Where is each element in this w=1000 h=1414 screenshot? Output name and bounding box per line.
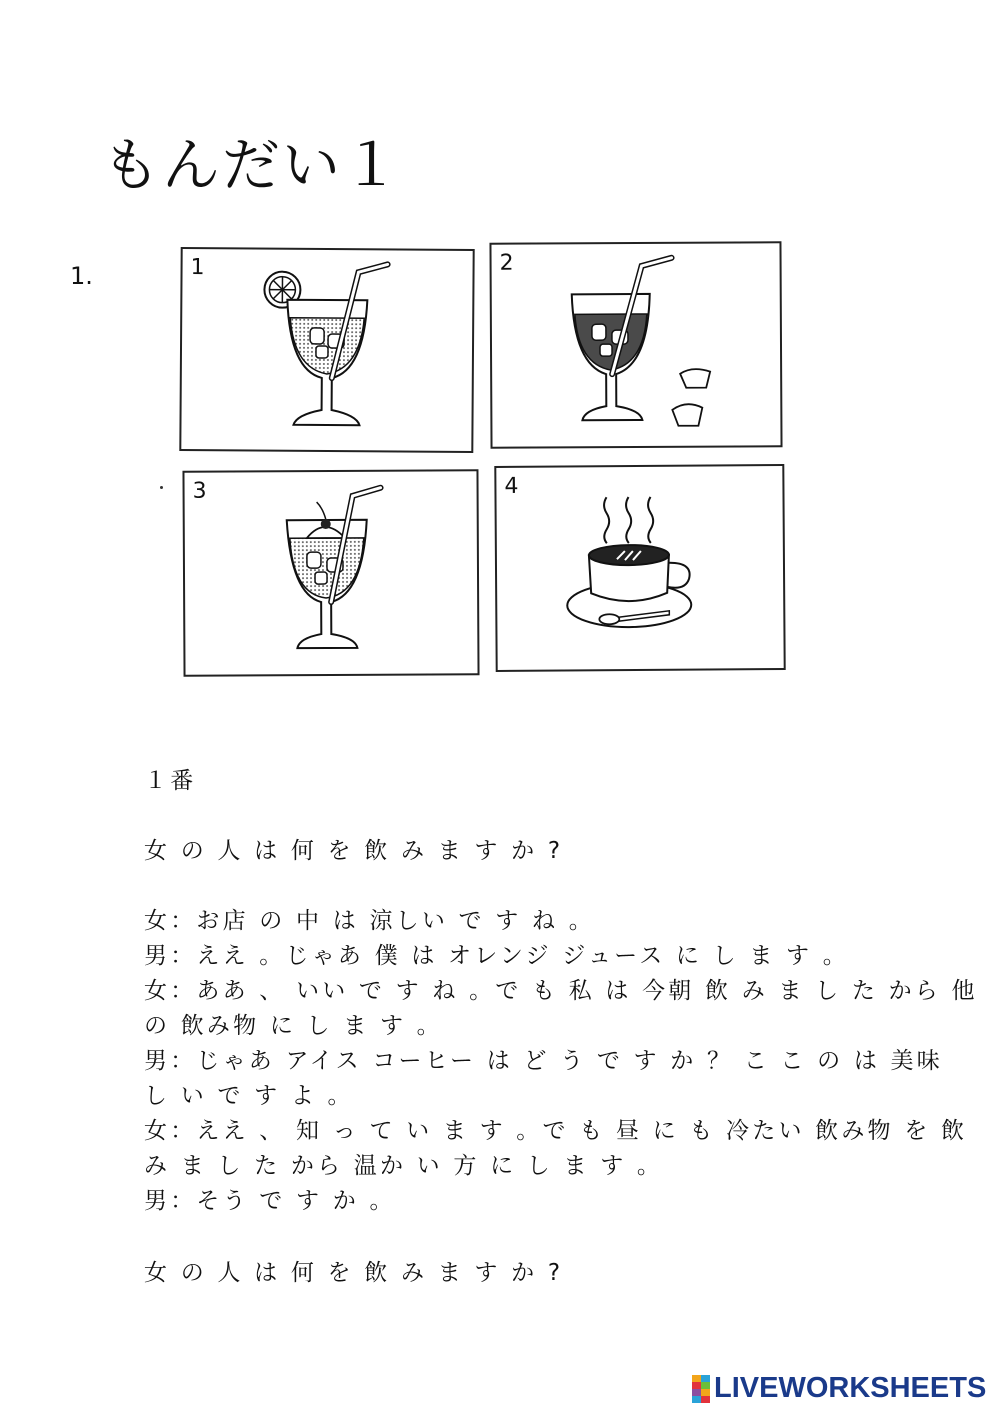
panel-number: 3 bbox=[192, 478, 207, 504]
panel-number: 2 bbox=[499, 250, 514, 276]
liveworksheets-logo[interactable] bbox=[692, 1372, 986, 1405]
question-number: 1. bbox=[70, 262, 93, 290]
hot-coffee-cup-icon bbox=[496, 466, 783, 670]
question-text: 女 の 人 は 何 を 飲 み ま す か ? bbox=[144, 838, 564, 864]
dialogue-line: 男：そう で す か 。 bbox=[144, 1188, 396, 1214]
scan-speck bbox=[160, 486, 163, 489]
dialogue-line: の 飲み物 に し ま す 。 bbox=[144, 1013, 443, 1039]
dialogue-line: し い で す よ 。 bbox=[144, 1083, 354, 1109]
dialogue-line: 女：お店 の 中 は 涼しい で す ね 。 bbox=[144, 908, 595, 934]
panel-number: 1 bbox=[190, 255, 205, 281]
answer-option-1[interactable] bbox=[179, 247, 474, 453]
page-title: もんだい１ bbox=[102, 131, 403, 199]
iced-orange-drink-icon bbox=[181, 249, 472, 451]
dialogue-line: 女：ええ 、 知 っ て い ま す 。で も 昼 に も 冷たい 飲み物 を 飲 bbox=[144, 1118, 968, 1144]
iced-coffee-with-creamer-icon bbox=[491, 243, 780, 447]
question-repeat: 女 の 人 は 何 を 飲 み ま す か ? bbox=[144, 1260, 564, 1286]
logo-mark-icon bbox=[692, 1375, 710, 1403]
dialogue-line: み ま し た から 温か い 方 に し ま す 。 bbox=[144, 1153, 664, 1179]
dialogue-line: 女：ああ 、 いい で す ね 。で も 私 は 今朝 飲 み ま し た から 他 bbox=[144, 978, 978, 1004]
brand-name: LIVEWORKSHEETS bbox=[714, 1372, 987, 1404]
problem-label: １番 bbox=[144, 768, 197, 794]
dialogue-line: 男：じゃあ アイス コーヒー は ど う で す か ？ こ こ の は 美味 bbox=[144, 1048, 943, 1074]
answer-option-2[interactable] bbox=[489, 241, 782, 449]
answer-option-3[interactable] bbox=[182, 469, 479, 677]
dialogue-line: 男：ええ 。じゃあ 僕 は オレンジ ジュース に し ま す 。 bbox=[144, 943, 849, 969]
cream-soda-float-icon bbox=[184, 471, 477, 675]
answer-option-4[interactable] bbox=[494, 464, 785, 672]
panel-number: 4 bbox=[504, 473, 519, 499]
